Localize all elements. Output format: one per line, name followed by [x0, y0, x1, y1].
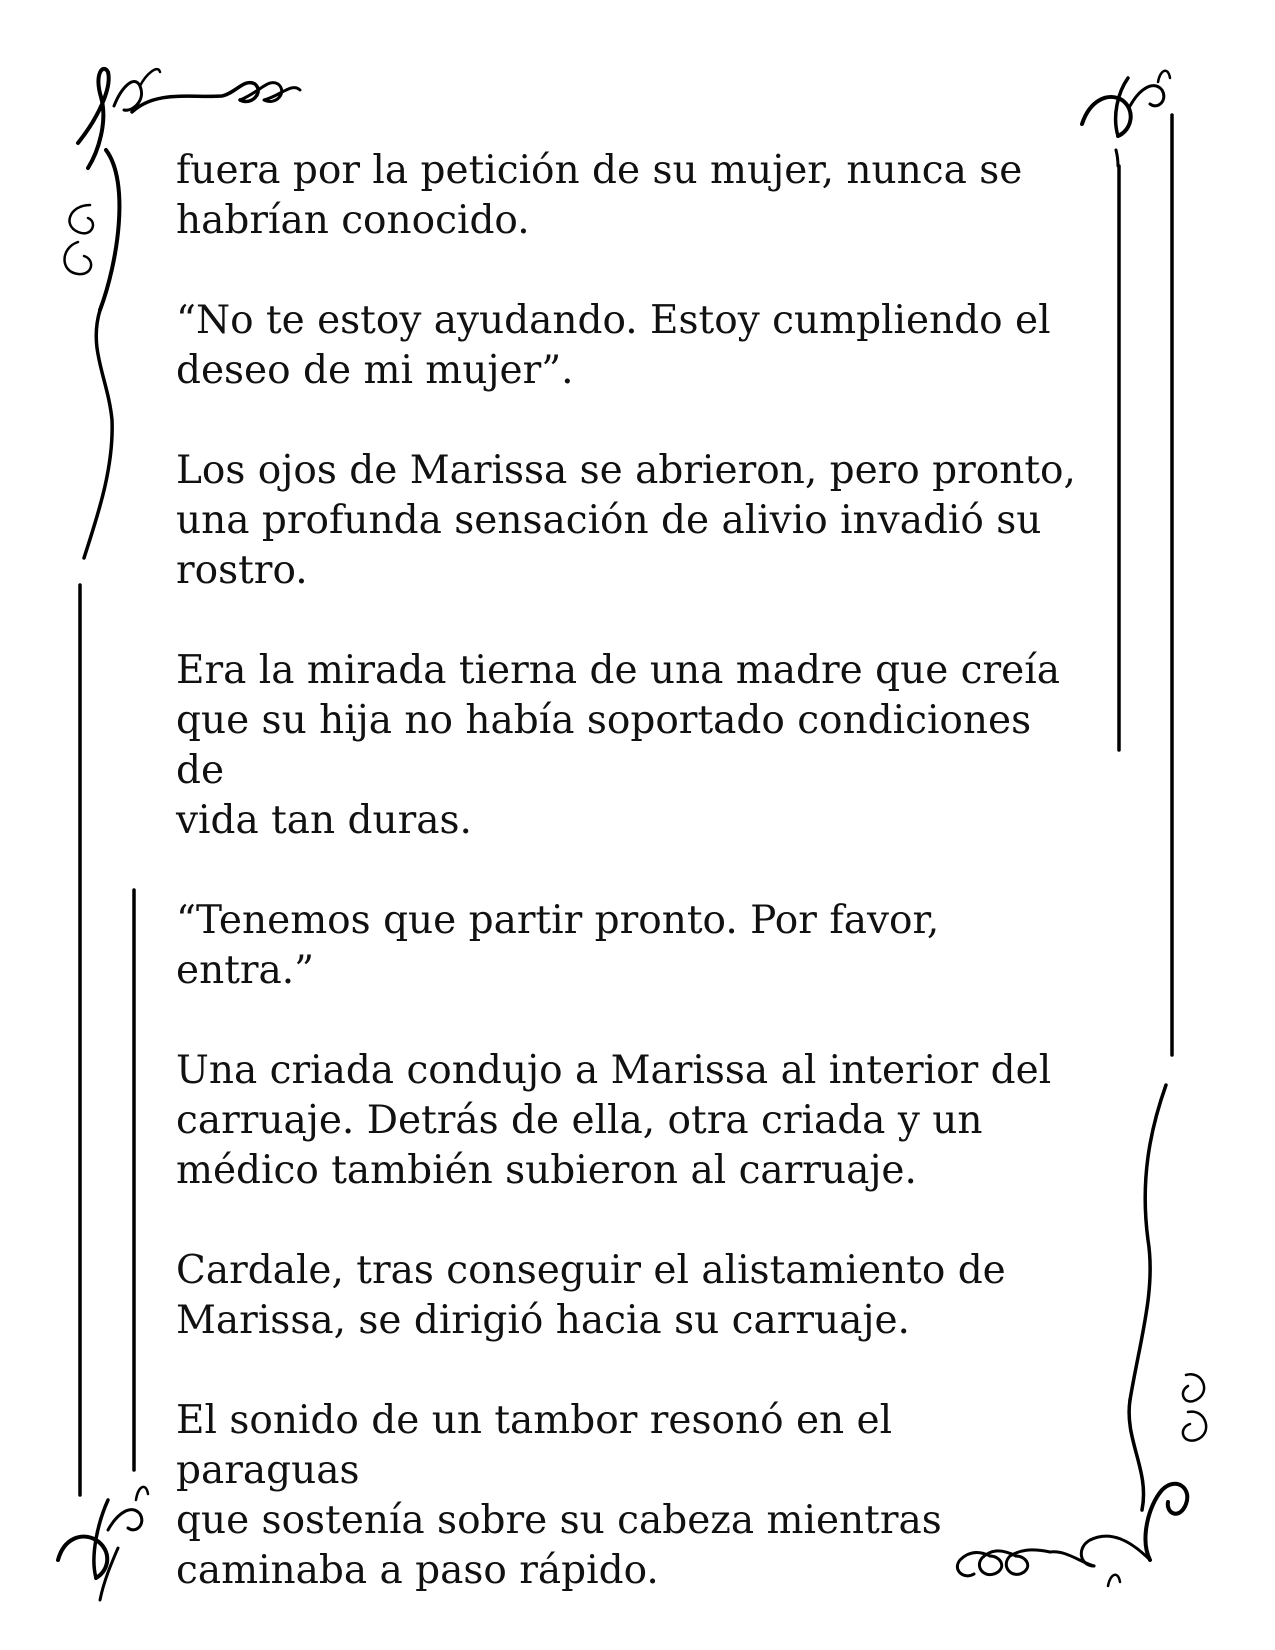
paragraph: Una criada condujo a Marissa al interior del carruaje. Detrás de ella, otra criada y un médico también subieron al carruaje. [176, 1048, 1052, 1193]
paragraph: “No te estoy ayudando. Estoy cumpliendo el deseo de mi mujer”. [176, 298, 1051, 393]
flourish-bottom-left-ornament [58, 1487, 148, 1600]
paragraph: Era la mirada tierna de una madre que creía que su hija no había soportado condiciones de vida tan duras. [176, 648, 1060, 843]
page-text [176, 146, 1076, 1646]
paragraph: fuera por la petición de su mujer, nunca se habrían conocido. [176, 148, 1023, 243]
flourish-top-right-ornament [1082, 71, 1170, 166]
paragraph: Cardale, tras conseguir el alistamiento de Marissa, se dirigió hacia su carruaje. [176, 1248, 1006, 1343]
paragraph: Los ojos de Marissa se abrieron, pero pronto, una profunda sensación de alivio invadió su rostro. [176, 448, 1076, 593]
paragraph: El sonido de un tambor resonó en el paraguas que sostenía sobre su cabeza mientras caminaba a paso rápido. [176, 1398, 942, 1593]
paragraph: “Tenemos que partir pronto. Por favor, entra.” [176, 898, 940, 993]
